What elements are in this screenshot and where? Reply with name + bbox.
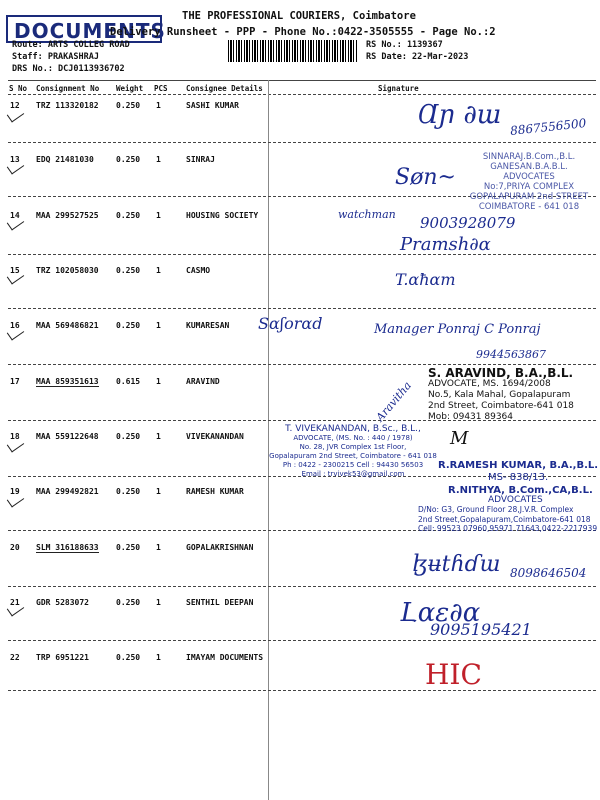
row-sno: 12 [10,101,20,110]
header-rule [8,94,596,95]
col-signature: Signature [378,84,419,93]
handwritten-phone: 8867556500 [509,116,587,138]
table-top-rule [8,80,596,81]
signature-scribble: Pramsh∂ɑ [400,234,491,255]
stamp-line: MS- 838/13. [488,472,549,483]
stamp-line: SINNARAJ.B.Com.,B.L. [482,152,576,162]
stamp-line: No.5, Kala Mahal, Gopalapuram [428,390,571,400]
col-sno: S No [9,84,28,93]
row-weight: 0.250 [116,543,141,552]
col-pcs: PCS [154,84,168,93]
row-consignee: RAMESH KUMAR [186,487,244,496]
row-sno: 13 [10,155,20,164]
row-divider [8,364,596,365]
company-title: THE PROFESSIONAL COURIERS, Coimbatore [182,10,416,22]
row-sno: 15 [10,266,20,275]
barcode [228,40,358,62]
row-consignee: ARAVIND [186,377,220,386]
row-consignment: MAA 299492821 [36,487,99,496]
stamp-line: Gopalapuram 2nd Street, Coimbatore - 641 018 [269,452,437,460]
row-weight: 0.250 [116,101,141,110]
signature-scribble: Լɑɛ∂ɑ [400,598,481,628]
row-consignee: GOPALAKRISHNAN [186,543,254,552]
signature-scribble: Sɑʃorɑd [258,314,323,333]
handwritten-phone: 8098646504 [510,566,587,580]
row-divider [8,308,596,309]
handwritten-phone: 9944563867 [476,348,546,361]
row-consignment: MAA 559122648 [36,432,99,441]
stamp-line: D/No: G3, Ground Floor 28,J.V.R. Complex [418,505,574,514]
signature-scribble: ɮʉtɦɗɯ [412,552,501,577]
stamp-line: Ph : 0422 - 2300215 Cell : 94430 56503 [282,461,424,469]
row-sno: 19 [10,487,20,496]
stamp-line: ADVOCATES [488,494,543,505]
stamp-line: Email : trvivek53@gmail.com [301,470,405,478]
row-consignee: SASHI KUMAR [186,101,239,110]
row-weight: 0.250 [116,487,141,496]
stamp-line: Cell: 99523 07960,95971 71643,0422-2217939 [418,524,598,533]
row-pcs: 1 [156,598,161,607]
handwritten-mark: HIC [425,658,482,691]
handwritten-note: Aravitha [373,379,415,424]
row-pcs: 1 [156,432,161,441]
col-weight: Weight [116,84,144,93]
row-consignee: SENTHIL DEEPAN [186,598,254,607]
row-divider [8,690,596,691]
stamp-line: ADVOCATES [503,172,555,182]
row-pcs: 1 [156,543,161,552]
drs-number: DRS No.: DCJ0113936702 [12,64,125,74]
handwritten-note: Manager Ponraj C Ponraj [374,322,541,337]
row-consignment: EDQ 21481030 [36,155,94,164]
row-divider [8,586,596,587]
handwritten-phone: 9095195421 [430,620,532,639]
advocate-stamp-vivekanandan [262,425,444,479]
col-consignment: Consignment No [36,84,100,93]
documents-stamp: DOCUMENTS [6,15,162,43]
stamp-line: R.RAMESH KUMAR, B.A.,B.L. [438,460,599,471]
row-consignee: CASMO [186,266,211,275]
signature-scribble: Søn~ [395,165,456,190]
row-weight: 0.250 [116,321,141,330]
stamp-line: No. 28, JVR Complex 1st Floor, [299,443,407,451]
route-label: Route: ARTS COLLEG ROAD [12,40,130,50]
signature-scribble: M [450,428,469,449]
row-sno: 14 [10,211,20,220]
row-divider [8,640,596,641]
stamp-line: GANESAN.B.A.B.L. [490,162,568,172]
row-consignment: MAA 299527525 [36,211,99,220]
rs-date: RS Date: 22-Mar-2023 [366,52,469,62]
stamp-line: S. ARAVIND, B.A.,B.L. [428,366,574,380]
advocate-stamp-aravind [428,368,596,423]
stamp-line: 2nd Street,Gopalapuram,Coimbatore-641 018 [418,514,591,524]
row-weight: 0.250 [116,266,141,275]
handwritten-phone: 9003928079 [420,214,516,232]
advocate-stamp-nithya [418,486,598,534]
row-weight: 0.250 [116,432,141,441]
signature-scribble: T.ɑħɑm [395,270,456,289]
row-sno: 20 [10,543,20,552]
stamp-line: ADVOCATE, MS. 1694/2008 [428,379,551,389]
handwritten-note: watchman [338,208,396,221]
row-consignee: HOUSING SOCIETY [186,211,259,220]
runsheet-subtitle: Delivery Runsheet - PPP - Phone No.:0422-3505555 - Page No.:2 [110,26,496,38]
row-sno: 22 [10,653,20,662]
row-weight: 0.250 [116,653,141,662]
row-pcs: 1 [156,101,161,110]
row-divider [8,254,596,255]
row-consignment: MAA 859351613 [36,377,99,386]
row-sno: 21 [10,598,20,607]
row-weight: 0.250 [116,598,141,607]
row-pcs: 1 [156,321,161,330]
row-sno: 17 [10,377,20,386]
col-consignee: Consignee Details [186,84,263,93]
row-divider [8,142,596,143]
row-sno: 16 [10,321,20,330]
row-consignee: VIVEKANANDAN [186,432,244,441]
row-consignment: TRZ 113320182 [36,101,99,110]
stamp-line: GOPALAPURAM 2nd STREET [469,192,589,202]
row-consignee: KUMARESAN [186,321,230,330]
row-pcs: 1 [156,266,161,275]
row-consignee: SINRAJ [186,155,215,164]
row-pcs: 1 [156,653,161,662]
row-weight: 0.615 [116,377,141,386]
staff-label: Staff: PRAKASHRAJ [12,52,99,62]
row-weight: 0.250 [116,211,141,220]
stamp-line: No:7,PRIYA COMPLEX [483,182,575,192]
rs-number: RS No.: 1139367 [366,40,443,50]
row-weight: 0.250 [116,155,141,164]
row-pcs: 1 [156,377,161,386]
row-consignment: MAA 569486821 [36,321,99,330]
row-consignment: TRZ 102058030 [36,266,99,275]
advocate-stamp-ramesh [438,460,598,484]
stamp-line: T. VIVEKANANDAN, B.Sc., B.L., [285,424,421,434]
row-consignee: IMAYAM DOCUMENTS [186,653,264,662]
stamp-line: R.NITHYA, B.Com.,CA,B.L. [448,485,593,496]
row-sno: 18 [10,432,20,441]
stamp-line: 2nd Street, Coimbatore-641 018 [428,401,574,411]
advocate-stamp-sinraj [462,152,596,212]
row-pcs: 1 [156,211,161,220]
row-pcs: 1 [156,487,161,496]
row-consignment: GDR 5283072 [36,598,89,607]
row-consignment: SLM 316188633 [36,543,99,552]
stamp-line: COIMBATORE - 641 018 [478,202,580,212]
row-consignment: TRP 6951221 [36,653,89,662]
row-pcs: 1 [156,155,161,164]
signature-scribble: Ɑɲ ∂ɯ [418,100,502,130]
stamp-line: ADVOCATE, (MS. No. : 440 / 1978) [293,434,413,442]
stamp-line: Mob: 09431 89364 [428,412,513,422]
